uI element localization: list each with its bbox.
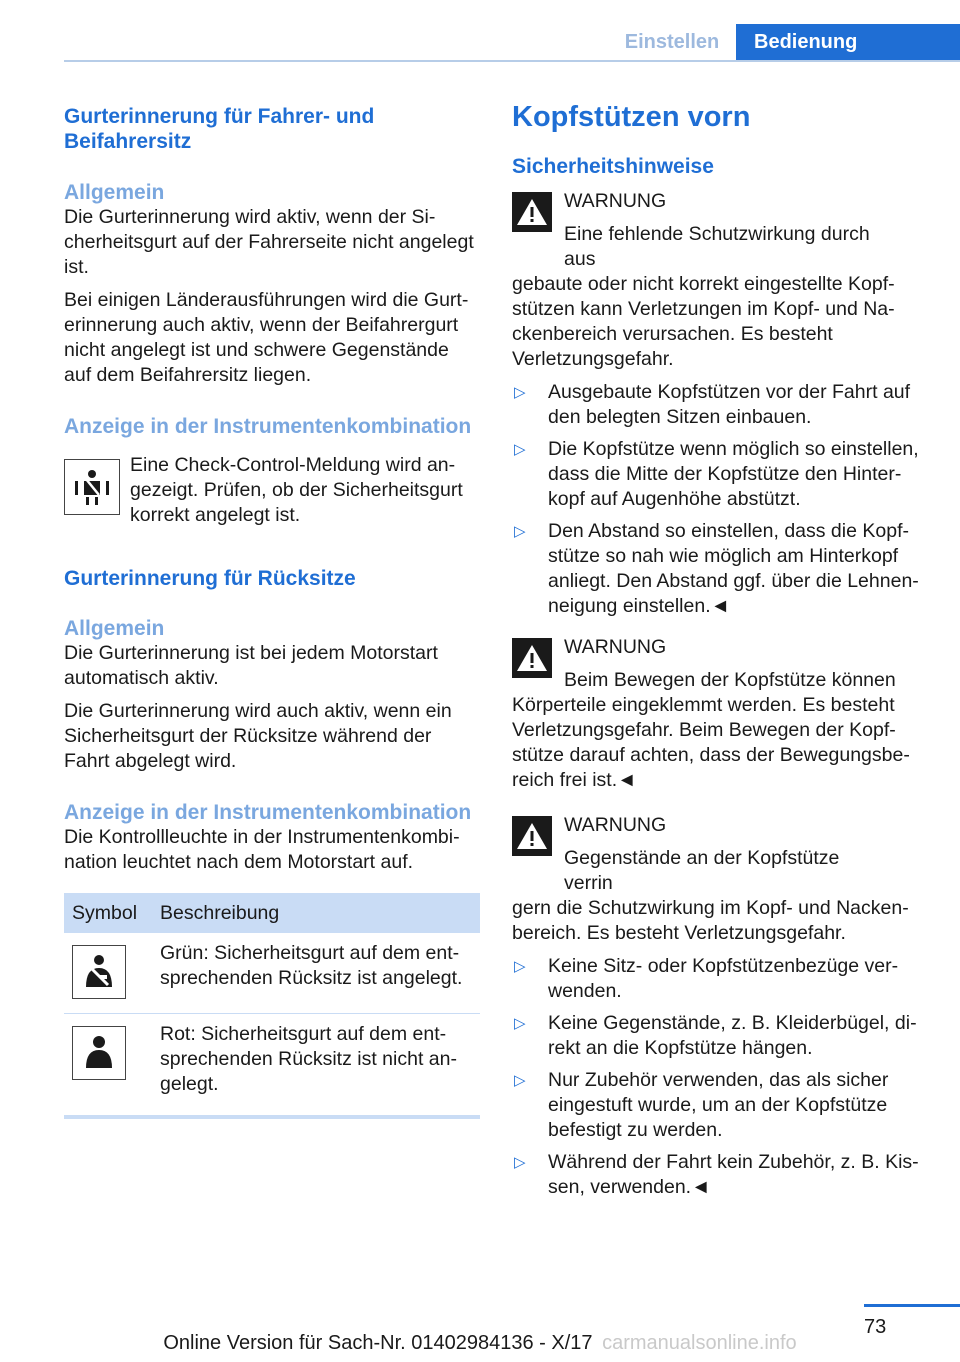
paragraph: Bei einigen Länderausführungen wird die Gurterinnerung auch aktiv, wenn der Beifahrergurt nicht angelegt ist und schwere Gegenstände auf dem Beifahrersitz liegen. [64, 289, 469, 386]
table-header-row [64, 893, 480, 933]
warning-text-continued: gern die Schutzwirkung im Kopf- und Nackenbereich. Es besteht Verletzungsgefahr. [512, 897, 909, 944]
subheading-general: Allgemein [64, 181, 165, 204]
warning-label: WARNUNG [564, 636, 667, 658]
bullet-list [512, 380, 928, 619]
bullet-triangle-icon: ▷ [514, 441, 526, 458]
check-control-text: Eine Check-Control-Meldung wird angezeigt. Prüfen, ob der Sicherheitsgurt korrekt angelegt ist. [130, 454, 463, 526]
check-control-note [64, 453, 480, 528]
warning-triangle-icon [512, 192, 552, 232]
seatbelt-warning-icon [64, 459, 120, 515]
subheading-safety-notes: Sicherheitshinweise [512, 155, 714, 178]
table-cell-description: Grün: Sicherheitsgurt auf dem entsprechenden Rücksitz ist angelegt. [152, 933, 480, 1014]
bullet-triangle-icon: ▷ [514, 523, 526, 540]
warning-triangle-icon [512, 638, 552, 678]
paragraph: Die Kontrollleuchte in der Instrumentenkombination leuchtet nach dem Motorstart auf. [64, 826, 460, 873]
list-item: ▷ Nur Zubehör verwenden, das als sicher eingestuft wurde, um an der Kopfstütze befestigt zu werden. [514, 1069, 889, 1141]
warning-block [512, 189, 928, 272]
warning-text-continued: gebaute oder nicht korrekt eingestellte Kopfstützen kann Verletzungen im Kopf- und Nackenbereich verursachen. Es besteht Verletzungsgefahr. [512, 273, 895, 370]
bullet-list [512, 954, 928, 1200]
warning-label: WARNUNG [564, 190, 667, 212]
footer-accent-line [864, 1304, 960, 1307]
list-item: ▷ Den Abstand so einstellen, dass die Kopfstütze so nah wie möglich am Hinterkopf anliegt. Den Abstand ggf. über die Lehnenneigung einstellen.◄ [514, 520, 919, 617]
paragraph: Die Gurterinnerung ist bei jedem Motorstart automatisch aktiv. [64, 642, 438, 689]
seat-occupant-icon [72, 1026, 126, 1080]
subheading-instrument-cluster: Anzeige in der Instrumentenkombination [64, 415, 472, 438]
paragraph: Die Gurterinnerung wird auch aktiv, wenn ein Sicherheitsgurt der Rücksitze während der Fahrt abgelegt wird. [64, 700, 452, 772]
warning-label: WARNUNG [564, 814, 667, 836]
list-item: ▷ Keine Gegenstände, z. B. Kleiderbügel, direkt an die Kopfstütze hängen. [514, 1012, 917, 1059]
list-item: ▷ Keine Sitz- oder Kopfstützenbezüge verwenden. [514, 955, 899, 1002]
warning-text: Eine fehlende Schutzwirkung durch aus [564, 223, 870, 270]
right-column [512, 100, 928, 1207]
warning-block [512, 813, 928, 896]
bullet-triangle-icon: ▷ [514, 1015, 526, 1032]
bullet-triangle-icon: ▷ [514, 384, 526, 401]
header-divider [64, 60, 960, 62]
footer-version: Online Version für Sach-Nr. 01402984136 - X/17 [163, 1332, 593, 1354]
warning-triangle-icon [512, 816, 552, 856]
watermark: carmanualsonline.info [602, 1332, 797, 1354]
footer-text [0, 1332, 960, 1355]
bullet-triangle-icon: ▷ [514, 1154, 526, 1171]
list-item: ▷ Ausgebaute Kopfstützen vor der Fahrt auf den belegten Sitzen einbauen. [514, 381, 911, 428]
list-item: ▷ Die Kopfstütze wenn möglich so einstellen, dass die Mitte der Kopfstütze den Hinterkopf auf Augenhöhe abstützt. [514, 438, 919, 510]
list-item: ▷ Während der Fahrt kein Zubehör, z. B. Kissen, verwenden.◄ [514, 1151, 919, 1198]
tab-bedienung[interactable]: Bedienung [736, 24, 960, 60]
symbol-table [64, 893, 480, 1119]
warning-text: Beim Bewegen der Kopfstütze können [564, 669, 896, 691]
bullet-triangle-icon: ▷ [514, 1072, 526, 1089]
table-header-description: Beschreibung [152, 893, 480, 933]
table-row [64, 933, 480, 1014]
section-title-driver-belt-reminder: Gurterinnerung für Fahrer- und Beifahrersitz [64, 105, 375, 153]
tab-einstellen[interactable]: Einstellen [624, 30, 720, 53]
subheading-instrument-cluster-rear: Anzeige in der Instrumentenkombination [64, 801, 472, 824]
warning-text: Gegenstände an der Kopfstütze verrin [564, 847, 840, 894]
bullet-triangle-icon: ▷ [514, 958, 526, 975]
page-number: 73 [864, 1316, 887, 1338]
table-header-symbol: Symbol [64, 893, 152, 933]
seatbelt-fastened-icon [72, 945, 126, 999]
subheading-general-rear: Allgemein [64, 617, 165, 640]
paragraph: Die Gurterinnerung wird aktiv, wenn der Sicherheitsgurt auf der Fahrerseite nicht angelegt ist. [64, 206, 474, 278]
left-column [64, 104, 480, 1119]
page-title-head-restraints: Kopfstützen vorn [512, 101, 751, 133]
table-cell-description: Rot: Sicherheitsgurt auf dem entsprechenden Rücksitz ist nicht angelegt. [152, 1014, 480, 1118]
warning-text-continued: Körperteile eingeklemmt werden. Es besteht Verletzungsgefahr. Beim Bewegen der Kopfstütze darauf achten, dass der Bewegungsbereich frei ist.◄ [512, 694, 910, 791]
warning-block [512, 635, 928, 693]
table-row [64, 1014, 480, 1118]
section-title-rear-belt-reminder: Gurterinnerung für Rücksitze [64, 567, 356, 590]
